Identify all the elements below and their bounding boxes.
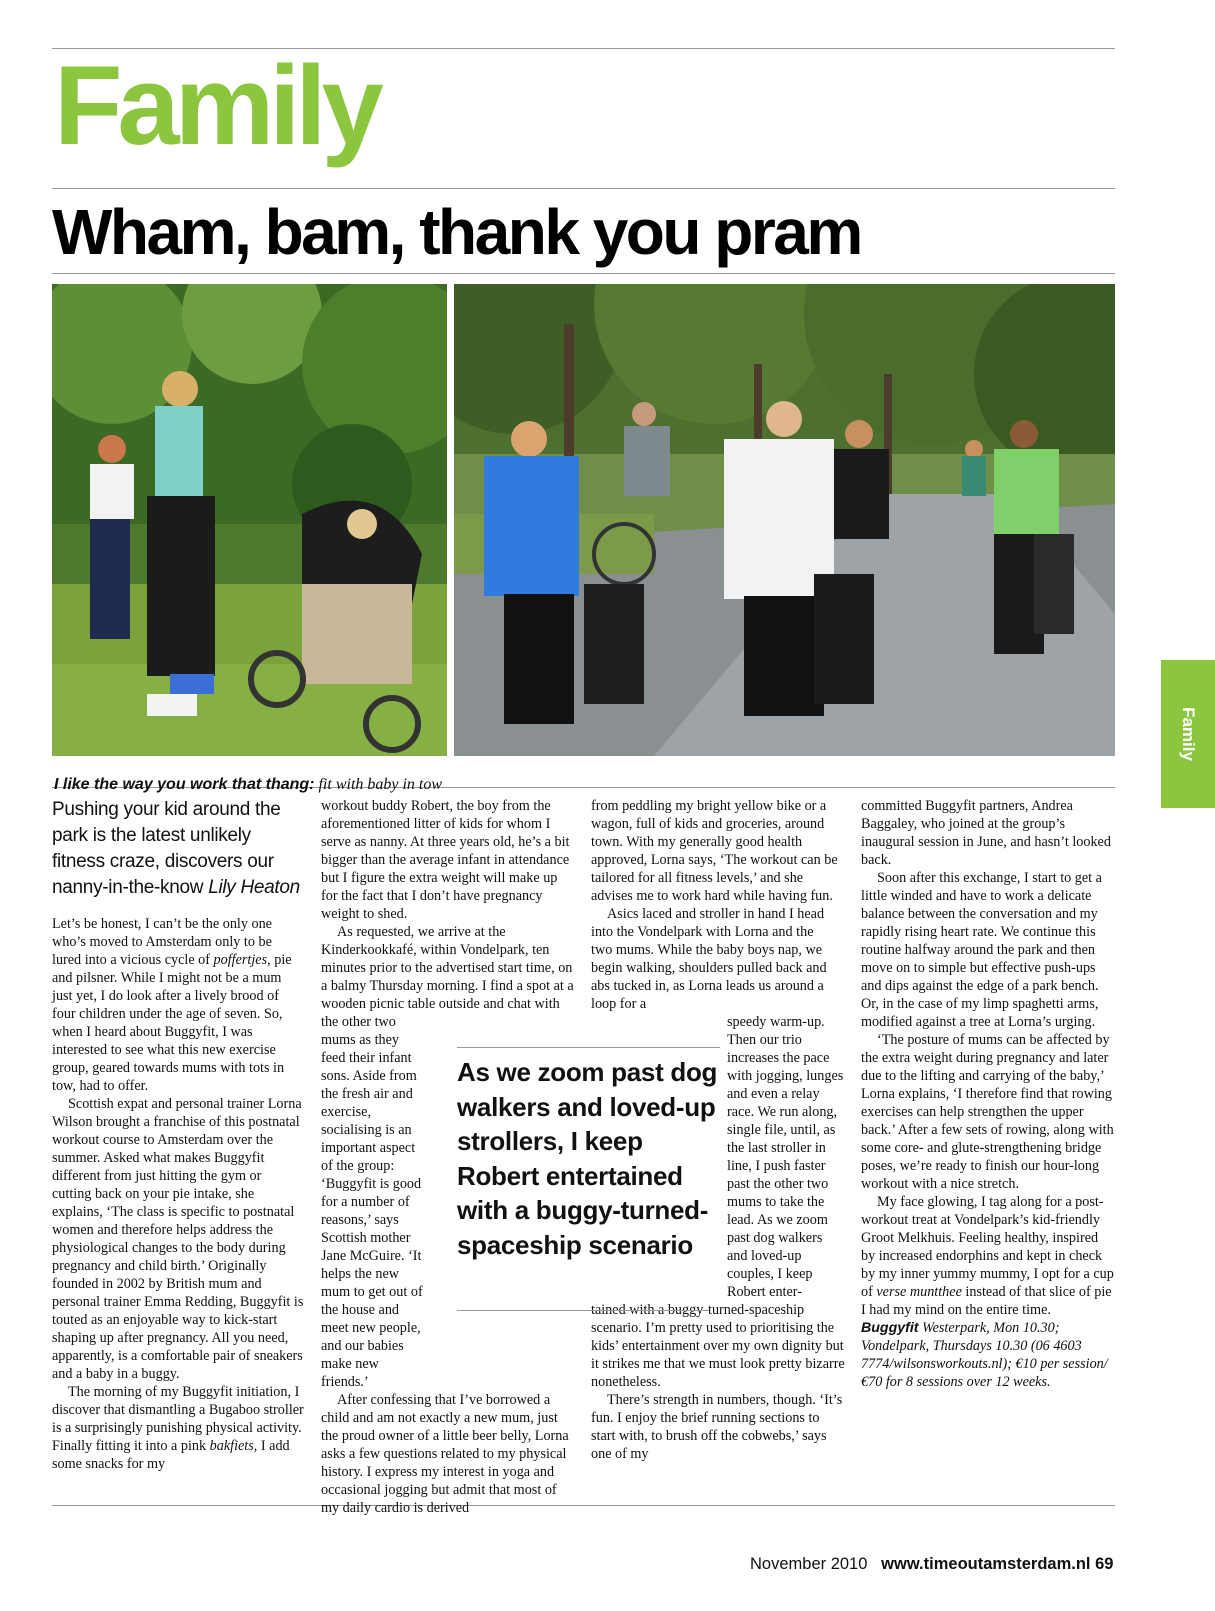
standfirst	[52, 797, 304, 901]
footer-rule	[52, 1505, 1115, 1506]
paragraph: Scottish expat and personal trainer Lorna Wilson brought a franchise of this postnatal workout course to Amsterdam over the summer. Asked what makes Buggyfit different from just hitting the gym or cutting back on your pie intake, she explains, ‘The class is specific to postnatal women and therefore helps address the physiological changes to the body during pregnancy and child birth.’ Originally founded in 2002 by British mum and personal trainer Emma Redding, Buggyfit is touted as an enjoyable way to kick-start shaping up after pregnancy. All you need, apparently, is a comfortable pair of sneakers and a baby in a buggy.	[52, 1096, 304, 1382]
paragraph: tained with a buggy-turned-spaceship scenario. I’m pretty used to prioritising the kids’ entertainment over my own dignity but it strikes me that we must look pretty bizarre nonetheless.	[591, 1302, 845, 1390]
standfirst-author: Lily Heaton	[208, 877, 300, 898]
photo-joggers-with-strollers-icon	[454, 284, 1115, 756]
page-footer	[750, 1555, 1113, 1574]
pullquote-top-rule	[457, 1047, 720, 1048]
photo-mum-with-pram-icon	[52, 284, 447, 756]
article-column-4	[861, 797, 1115, 1391]
headline: Wham, bam, thank you pram	[52, 196, 861, 268]
photo-caption	[54, 776, 442, 794]
pull-quote: As we zoom past dog walkers and loved-up strollers, I keep Robert entertained with a buggy-turned-spaceship scenario	[457, 1057, 718, 1260]
paragraph: committed Buggyfit partners, Andrea Baggaley, who joined at the group’s inaugural session in June, and hasn’t looked back.	[861, 798, 1111, 868]
paragraph: The morning of my Buggyfit initiation, I discover that dismantling a Bugaboo stroller is a surprisingly punishing physical activity. Finally fitting it into a pink bakfiets, I add some snacks for my	[52, 1384, 304, 1472]
issue-date: November 2010	[750, 1555, 868, 1573]
article-column-1	[52, 797, 304, 1473]
pullquote-bottom-rule	[457, 1310, 709, 1311]
venue-info	[861, 1319, 1115, 1391]
paragraph: Soon after this exchange, I start to get a little winded and have to work a delicate balance between the conversation and my rapidly rising heart rate. We continue this routine halfway around the park and then move on to simple but effective push-ups and dips against the edge of a park bench. Or, in the case of my limp spaghetti arms, modified against a tree at Lorna’s urging.	[861, 870, 1102, 1030]
photo-mum-with-pram	[52, 284, 447, 756]
page-number: 69	[1095, 1555, 1114, 1573]
side-section-tab	[1161, 660, 1215, 808]
paragraph: mums as they feed their infant sons. Aside from the fresh air and exercise, socialising is an important aspect of the group: ‘Buggyfit is good for a number of reasons,’ says Scottish mother Jane McGuire. ‘It helps the new mum to get out of the house and meet new people, and our babies make new friends.’	[321, 1032, 423, 1390]
paragraph: There’s strength in numbers, though. ‘It’s fun. I enjoy the brief running sections to start with, to brush off the cobwebs,’ says one of my	[591, 1392, 843, 1462]
website-link[interactable]: www.timeoutamsterdam.nl	[881, 1555, 1091, 1573]
paragraph: Let’s be honest, I can’t be the only one who’s moved to Amsterdam only to be lured into a vicious cycle of poffertjes, pie and pilsner. While I might not be a mum just yet, I do look after a lively brood of four children under the age of seven. So, when I heard about Buggyfit, I was interested to see what this new exercise group, geared towards mums with tots in tow, had to offer.	[52, 916, 292, 1094]
paragraph: from peddling my bright yellow bike or a wagon, full of kids and groceries, around town. With my generally good health approved, Lorna says, ‘The workout can be tailored for all fitness levels,’ and she advises me to work hard while having fun.	[591, 798, 838, 904]
venue-name: Buggyfit	[861, 1320, 919, 1336]
paragraph: speedy warm-up. Then our trio increases the pace with jogging, lunges and even a relay race. We run along, single file, until, as the last stroller in line, I push faster past the other two mums to take the lead. As we zoom past dog walkers and loved-up couples, I keep Robert enter-	[727, 1014, 844, 1300]
paragraph: My face glowing, I tag along for a post-workout treat at Vondelpark’s kid-friendly Groot Melkhuis. Feeling healthy, inspired by increased endorphins and kept in check by my inner yummy mummy, I opt for a cup of verse muntthee instead of that slice of pie I had my mind on the entire time.	[861, 1194, 1114, 1318]
paragraph: Asics laced and stroller in hand I head into the Vondelpark with Lorna and the two mums. While the baby boys nap, we begin walking, shoulders pulled back and abs tucked in, as Lorna leads us around a loop for a	[591, 906, 827, 1012]
caption-lead: I like the way you work that thang:	[54, 776, 315, 793]
section-title: Family	[54, 43, 379, 168]
side-tab-label: Family	[1179, 707, 1198, 761]
standfirst-text: Pushing your kid around the park is the latest unlikely fitness craze, discovers our nanny-in-the-know	[52, 799, 281, 898]
photo-joggers-with-strollers	[454, 284, 1115, 756]
caption-text: fit with baby in tow	[314, 776, 443, 793]
paragraph: After confessing that I’ve borrowed a child and am not exactly a new mum, just the proud owner of a little beer belly, Lorna asks a few questions related to my physical history. I express my interest in yoga and occasional jogging but admit that most of my daily cardio is derived	[321, 1392, 569, 1516]
headline-rule	[52, 273, 1115, 274]
paragraph: ‘The posture of mums can be affected by the extra weight during pregnancy and later due to the lifting and carrying of the baby,’ Lorna explains, ‘I therefore find that rowing exercises can help strengthen the upper back.’ After a few sets of rowing, along with some core- and glute-strengthening bridge poses, we’re ready to finish our hour-long workout with a nice stretch.	[861, 1032, 1114, 1192]
title-rule	[52, 188, 1115, 189]
venue-details: Westerpark, Mon 10.30; Vondelpark, Thursdays 10.30 (06 4603 7774/wilsonsworkouts.nl); €10 per session/€70 for 8 sessions over 12 weeks.	[861, 1320, 1108, 1390]
paragraph: As requested, we arrive at the Kinderkookkafé, within Vondelpark, ten minutes prior to the advertised start time, on a balmy Thursday morning. I find a spot at a wooden picnic table outside and chat with the other two	[321, 924, 574, 1030]
paragraph: workout buddy Robert, the boy from the aforementioned litter of kids for whom I serve as nanny. At three years old, he’s a bit bigger than the average infant in attendance but I figure the extra weight will make up for the fact that I don’t have pregnancy weight to shed.	[321, 798, 570, 922]
